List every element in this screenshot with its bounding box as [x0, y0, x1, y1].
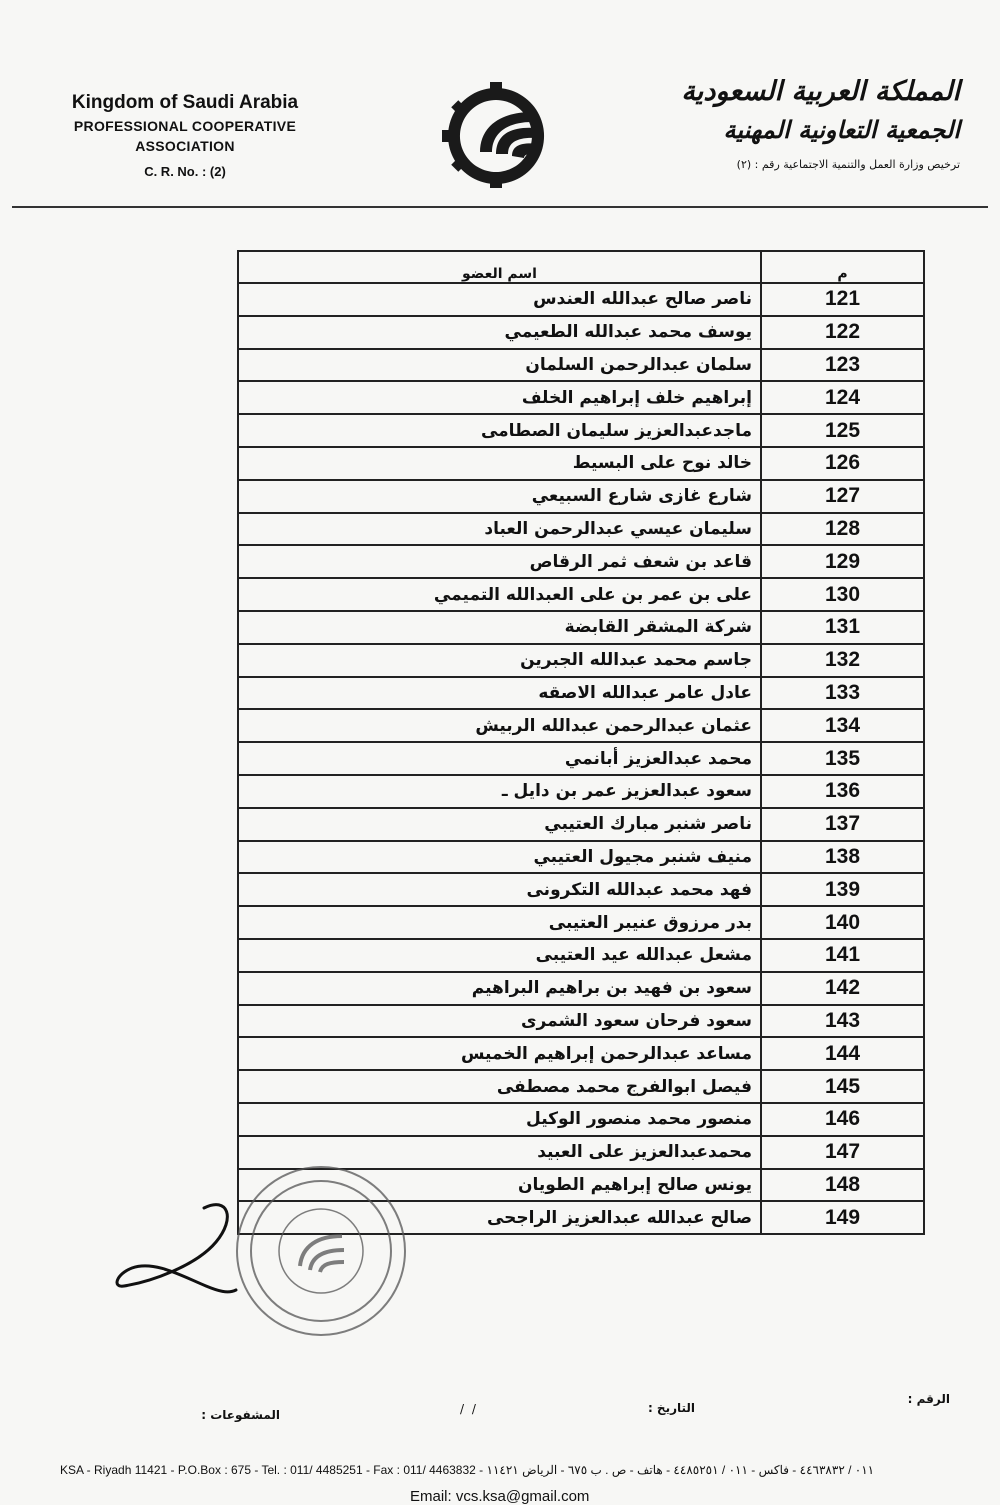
- member-name: ناصر صالح عبدالله العندس: [238, 283, 761, 316]
- attachments-label: المشفوعات :: [201, 1408, 280, 1422]
- member-number: 133: [761, 677, 924, 710]
- footer-address: KSA - Riyadh 11421 - P.O.Box : 675 - Tel. : 011/ 4485251 - Fax : 011/ 4463832 - ٠١١ / ٤٤٦٣٨٣٢ - فاكس - ٠١١ / ٤٤٨٥٢٥١ - هاتف - ص . ب ٦٧٥ - الرياض ١١٤٢١: [60, 1463, 875, 1477]
- table-row: [238, 742, 924, 775]
- member-number: 127: [761, 480, 924, 513]
- members-table: [237, 250, 925, 1235]
- member-name: سلمان عبدالرحمن السلمان: [238, 349, 761, 382]
- member-number: 148: [761, 1169, 924, 1202]
- column-header-number: م: [761, 251, 924, 283]
- member-name: فيصل ابوالفرج محمد مصطفى: [238, 1070, 761, 1103]
- kingdom-title-arabic: المملكة العربية السعودية: [681, 76, 960, 107]
- table-row: [238, 972, 924, 1005]
- column-header-member-name: اسم العضو: [238, 251, 761, 283]
- member-name: ناصر شنبر مبارك العتيبي: [238, 808, 761, 841]
- member-name: على بن عمر بن على العبدالله التميمي: [238, 578, 761, 611]
- table-row: [238, 316, 924, 349]
- member-name: محمدعبدالعزيز على العبيد: [238, 1136, 761, 1169]
- table-row: [238, 349, 924, 382]
- member-number: 122: [761, 316, 924, 349]
- table-row: [238, 1103, 924, 1136]
- member-number: 137: [761, 808, 924, 841]
- table-row: [238, 611, 924, 644]
- member-name: منصور محمد منصور الوكيل: [238, 1103, 761, 1136]
- member-number: 149: [761, 1201, 924, 1234]
- member-number: 145: [761, 1070, 924, 1103]
- member-number: 138: [761, 841, 924, 874]
- footer-email: Email: vcs.ksa@gmail.com: [410, 1488, 590, 1505]
- member-number: 129: [761, 545, 924, 578]
- table-row: [238, 775, 924, 808]
- table-row: [238, 808, 924, 841]
- member-number: 139: [761, 873, 924, 906]
- member-number: 130: [761, 578, 924, 611]
- org-name-line1: PROFESSIONAL COOPERATIVE: [73, 118, 297, 134]
- member-name: مساعد عبدالرحمن إبراهيم الخميس: [238, 1037, 761, 1070]
- member-number: 123: [761, 349, 924, 382]
- date-label: التاريخ :: [647, 1401, 695, 1415]
- member-number: 136: [761, 775, 924, 808]
- member-name: مشعل عبدالله عيد العتيبى: [238, 939, 761, 972]
- member-name: جاسم محمد عبدالله الجبرين: [238, 644, 761, 677]
- table-row: [238, 841, 924, 874]
- member-name: عثمان عبدالرحمن عبدالله الربيش: [238, 709, 761, 742]
- member-number: 124: [761, 381, 924, 414]
- member-name: خالد نوح على البسيط: [238, 447, 761, 480]
- member-name: محمد عبدالعزيز أبانمي: [238, 742, 761, 775]
- header-divider: [12, 206, 988, 208]
- date-placeholder: / /: [460, 1402, 478, 1416]
- member-number: 140: [761, 906, 924, 939]
- member-name: بدر مرزوق عنيبر العتيبى: [238, 906, 761, 939]
- member-number: 143: [761, 1005, 924, 1038]
- table-row: [238, 480, 924, 513]
- official-stamp-icon: [232, 1162, 410, 1340]
- member-number: 134: [761, 709, 924, 742]
- member-name: فهد محمد عبدالله التكرونى: [238, 873, 761, 906]
- member-name: سليمان عيسي عبدالرحمن العباد: [238, 513, 761, 546]
- member-number: 135: [761, 742, 924, 775]
- table-row: [238, 447, 924, 480]
- member-name: سعود فرحان سعود الشمرى: [238, 1005, 761, 1038]
- member-number: 144: [761, 1037, 924, 1070]
- member-name: ماجدعبدالعزيز سليمان الصطامى: [238, 414, 761, 447]
- member-number: 131: [761, 611, 924, 644]
- association-logo-icon: [440, 82, 552, 188]
- table-row: [238, 1037, 924, 1070]
- table-row: [238, 381, 924, 414]
- member-number: 146: [761, 1103, 924, 1136]
- member-number: 126: [761, 447, 924, 480]
- header-english: [40, 92, 330, 179]
- member-name: سعود بن فهيد بن براهيم البراهيم: [238, 972, 761, 1005]
- member-number: 141: [761, 939, 924, 972]
- member-name: منيف شنبر مجيول العتيبي: [238, 841, 761, 874]
- table-row: [238, 709, 924, 742]
- member-number: 128: [761, 513, 924, 546]
- table-row: [238, 1005, 924, 1038]
- reference-number-label: الرقم :: [907, 1392, 950, 1406]
- member-name: عادل عامر عبدالله الاصقه: [238, 677, 761, 710]
- member-number: 121: [761, 283, 924, 316]
- table-row: [238, 873, 924, 906]
- table-row: [238, 939, 924, 972]
- member-name: صالح عبدالله عبدالعزيز الراجحى: [238, 1201, 761, 1234]
- member-number: 132: [761, 644, 924, 677]
- member-number: 142: [761, 972, 924, 1005]
- table-row: [238, 545, 924, 578]
- header-arabic: [640, 76, 960, 171]
- table-row: [238, 906, 924, 939]
- table-row: [238, 283, 924, 316]
- member-number: 147: [761, 1136, 924, 1169]
- org-name-arabic: الجمعية التعاونية المهنية: [723, 115, 960, 144]
- table-row: [238, 644, 924, 677]
- member-name: شركة المشقر القابضة: [238, 611, 761, 644]
- member-name: إبراهيم خلف إبراهيم الخلف: [238, 381, 761, 414]
- org-name-line2: ASSOCIATION: [135, 138, 235, 154]
- member-name: يونس صالح إبراهيم الطويان: [238, 1169, 761, 1202]
- license-line-arabic: ترخيص وزارة العمل والتنمية الاجتماعية رقم : (٢): [736, 158, 960, 171]
- table-row: [238, 513, 924, 546]
- member-name: سعود عبدالعزيز عمر بن دايل ـ: [238, 775, 761, 808]
- table-row: [238, 414, 924, 447]
- member-number: 125: [761, 414, 924, 447]
- cr-number: C. R. No. : (2): [144, 164, 226, 179]
- member-name: يوسف محمد عبدالله الطعيمي: [238, 316, 761, 349]
- table-row: [238, 1070, 924, 1103]
- member-name: شارع غازى شارع السبيعي: [238, 480, 761, 513]
- member-name: قاعد بن شعف ثمر الرقاص: [238, 545, 761, 578]
- table-header-row: [238, 251, 924, 283]
- table-row: [238, 578, 924, 611]
- table-row: [238, 677, 924, 710]
- handwritten-signature-icon: [110, 1194, 240, 1306]
- kingdom-title: Kingdom of Saudi Arabia: [71, 92, 299, 113]
